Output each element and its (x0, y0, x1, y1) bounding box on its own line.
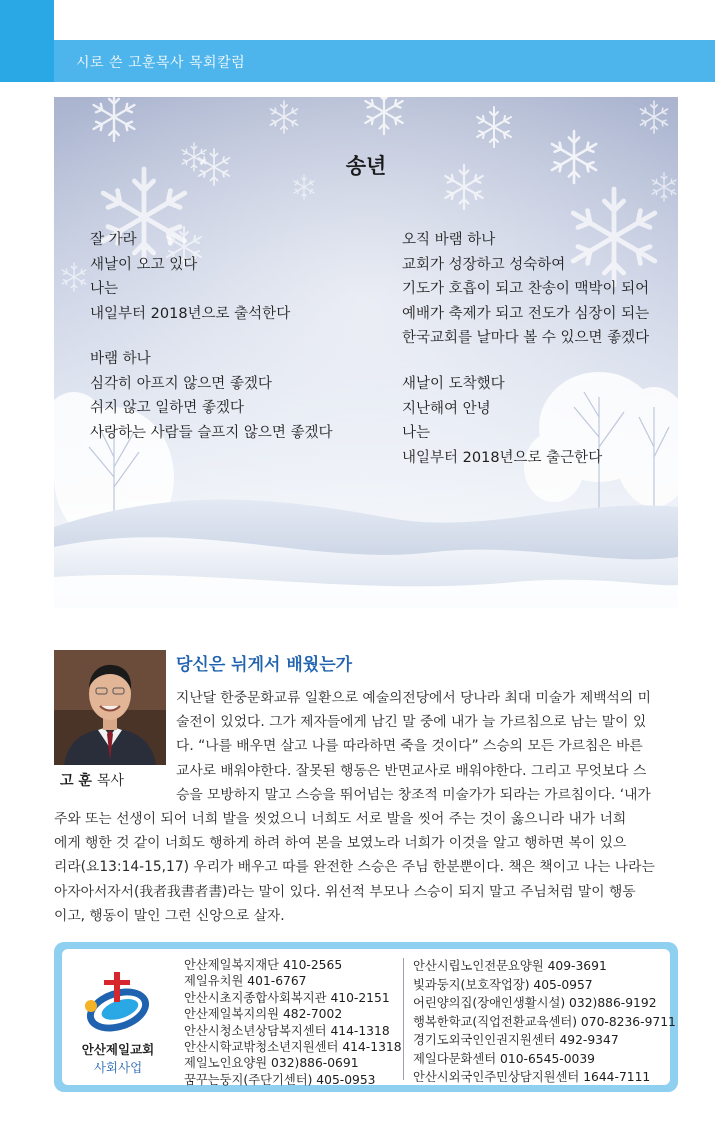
poem-line: 내일부터 2018년으로 출근한다 (402, 449, 603, 466)
column-line: 아자아서자서(我者我書者書)라는 말이 있다. 위선적 부모나 스승이 되지 말고 주님처럼 말이 행동 (54, 883, 636, 900)
poem-line: 새날이 오고 있다 (90, 256, 198, 273)
footer-list-item: 안산시립노인전문요양원 409-3691 (413, 959, 607, 973)
column-line: 이고, 행동이 말인 그런 신앙으로 살자. (54, 907, 285, 924)
poem-line: 교회가 성장하고 성숙하여 (402, 256, 566, 273)
footer-org-sub: 사회사업 (93, 1060, 143, 1075)
footer-list-item: 안산시학교밖청소년지원센터 414-1318 (184, 1040, 402, 1055)
footer-list-item: 안산제일복지재단 410-2565 (184, 958, 343, 972)
column-line: 주와 또는 선생이 되어 너희 발을 씻었으니 너희도 서로 발을 씻어 주는 것이 옳으니라 내가 너희 (54, 811, 627, 827)
poem-line: 쉬지 않고 일하면 좋겠다 (90, 400, 244, 416)
header-accent (0, 0, 54, 82)
poem-line: 오직 바램 하나 (402, 232, 496, 248)
column-line: 다. “나를 배우면 살고 나를 따라하면 죽을 것이다” 스승의 모든 가르침은 바른 (176, 738, 643, 755)
footer-list-item: 빛과둥지(보호작업장) 405-0957 (413, 977, 593, 992)
poem-line: 심각히 아프지 않으면 좋겠다 (90, 375, 272, 392)
poem-line: 바램 하나 (90, 351, 151, 367)
poem-line: 사랑하는 사람들 슬프지 않으면 좋겠다 (90, 424, 333, 441)
footer-right-list (413, 957, 676, 1087)
footer-list-item: 어린양의집(장애인생활시설) 032)886-9192 (413, 996, 657, 1010)
footer-org-name: 안산제일교회 (81, 1042, 155, 1057)
column-line: 술전이 있었다. 그가 제자들에게 남긴 말 중에 내가 늘 가르침으로 남는 말이 있 (176, 714, 647, 731)
footer-list-item: 경기도외국인인권지원센터 492-9347 (413, 1033, 619, 1047)
author-name (60, 770, 124, 790)
column-title: 당신은 뉘게서 배웠는가 (176, 655, 353, 675)
poem-line: 지난해여 안녕 (402, 400, 491, 417)
footer-list-item: 제일유치원 401-6767 (184, 974, 307, 989)
poem-right-stanza-1 (402, 228, 649, 351)
column-line: 지난달 한중문화교류 일환으로 예술의전당에서 당나라 최대 미술가 제백석의 미 (176, 690, 651, 706)
author-title: 목사 (96, 773, 124, 789)
footer-list-item: 행복한학교(직업전환교육센터) 070-8236-9711 (413, 1014, 676, 1029)
footer-list-item: 안산시초지종합사회복지관 410-2151 (184, 990, 390, 1005)
footer-list-item: 안산시외국인주민상담지원센터 1644-7111 (413, 1070, 651, 1084)
footer-list-item: 안산시청소년상담복지센터 414-1318 (184, 1023, 390, 1038)
footer-list-item: 제일다문화센터 010-6545-0039 (413, 1051, 595, 1066)
author-name-text: 고 훈 (60, 773, 92, 789)
author-portrait-image (54, 650, 166, 765)
church-logo-icon (76, 966, 156, 1046)
column-line: 리라(요13:14-15,17) 우리가 배우고 따를 완전한 스승은 주님 한분뿐이다. 책은 책이고 나는 나라는 (54, 859, 655, 876)
footer-list-item: 제일노인요양원 032)886-0691 (184, 1056, 359, 1071)
poem-line: 기도가 호흡이 되고 찬송이 맥박이 되어 (402, 281, 650, 297)
poem-left-stanza-1 (90, 228, 290, 326)
column-body-wide (54, 807, 677, 928)
column-body-narrow (176, 686, 677, 807)
poem-line: 잘 가라 (90, 232, 137, 248)
header-title: 시로 쓴 고훈목사 목회칼럼 (76, 55, 246, 71)
footer-divider (403, 958, 404, 1080)
column-line: 교사로 배워야한다. 잘못된 행동은 반면교사로 배워야한다. 그리고 무엇보다 스 (176, 762, 647, 779)
poem-line: 나는 (90, 281, 119, 297)
poem-line: 내일부터 2018년으로 출석한다 (90, 305, 291, 322)
poem-left-stanza-2 (90, 347, 333, 445)
poem-line: 예배가 축제가 되고 전도가 심장이 되는 (402, 305, 650, 322)
footer-list-item: 꿈꾸는둥지(주단기센터) 405-0953 (184, 1072, 376, 1087)
column-line: 승을 모방하지 말고 스승을 뛰어넘는 창조적 미술가가 되라는 가르침이다. ‘내가 (176, 786, 651, 803)
poem-right-stanza-2 (402, 372, 602, 470)
footer-left-list (184, 957, 402, 1088)
poem-line: 한국교회를 날마다 볼 수 있으면 좋겠다 (402, 330, 650, 346)
author-photo (54, 650, 166, 765)
footer-list-item: 안산제일복지의원 482-7002 (184, 1007, 343, 1022)
poem-title: 송년 (345, 154, 387, 178)
column-line: 에게 행한 것 같이 너희도 행하게 하려 하여 본을 보였노라 너희가 이것을 알고 행하면 복이 있으 (54, 835, 627, 852)
poem-line: 새날이 도착했다 (402, 376, 505, 392)
poem-panel (54, 97, 678, 608)
poem-line: 나는 (402, 425, 431, 441)
